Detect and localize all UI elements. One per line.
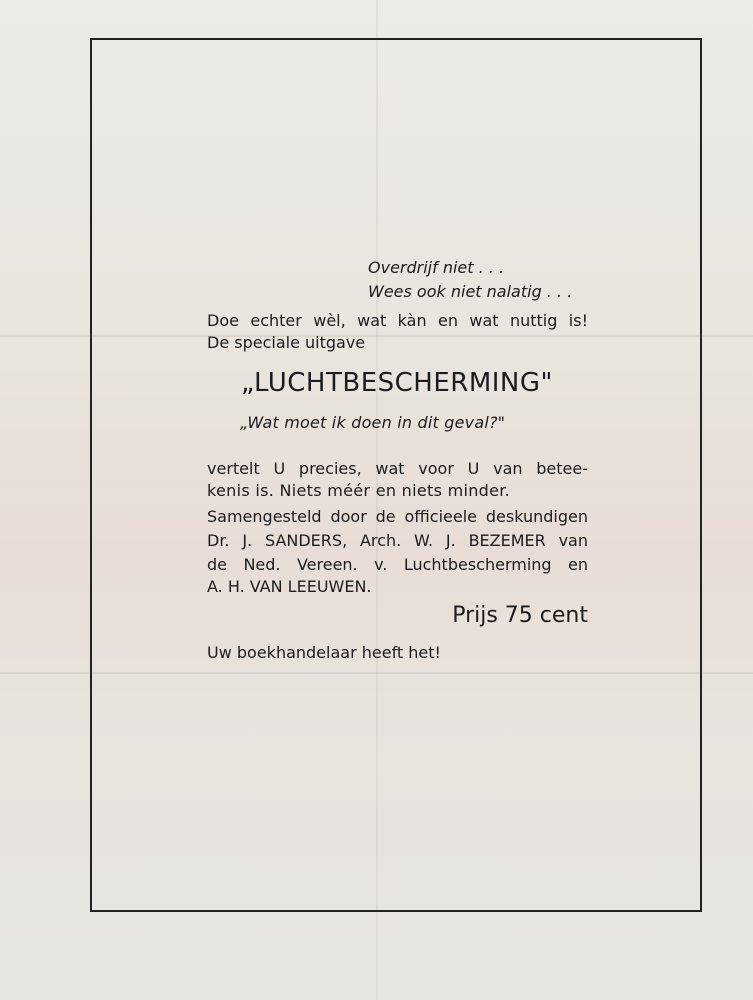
ad-line-doe: Doe echter wèl, wat kàn en wat nuttig is! xyxy=(207,311,588,330)
ad-closing: Uw boekhandelaar heeft het! xyxy=(207,643,441,662)
ad-body-line: kenis is. Niets méér en niets minder. xyxy=(207,481,511,500)
ad-line-overdrijf: Overdrijf niet . . . xyxy=(368,258,505,277)
ad-price: Prijs 75 cent xyxy=(452,603,588,628)
ad-subtitle: „Wat moet ik doen in dit geval?" xyxy=(240,413,506,432)
ad-body-line: A. H. VAN LEEUWEN. xyxy=(207,577,372,596)
ad-body-line: Dr. J. SANDERS, Arch. W. J. BEZEMER van xyxy=(207,531,588,550)
ad-body-line: vertelt U precies, wat voor U van betee- xyxy=(207,459,588,478)
ad-body-line: Samengesteld door de officieele deskundigen xyxy=(207,507,588,526)
ad-title: „LUCHTBESCHERMING" xyxy=(241,368,553,398)
ad-line-wees: Wees ook niet nalatig . . . xyxy=(368,282,573,301)
ad-body-line: de Ned. Vereen. v. Luchtbescherming en xyxy=(207,555,588,574)
ad-line-speciale: De speciale uitgave xyxy=(207,333,366,352)
